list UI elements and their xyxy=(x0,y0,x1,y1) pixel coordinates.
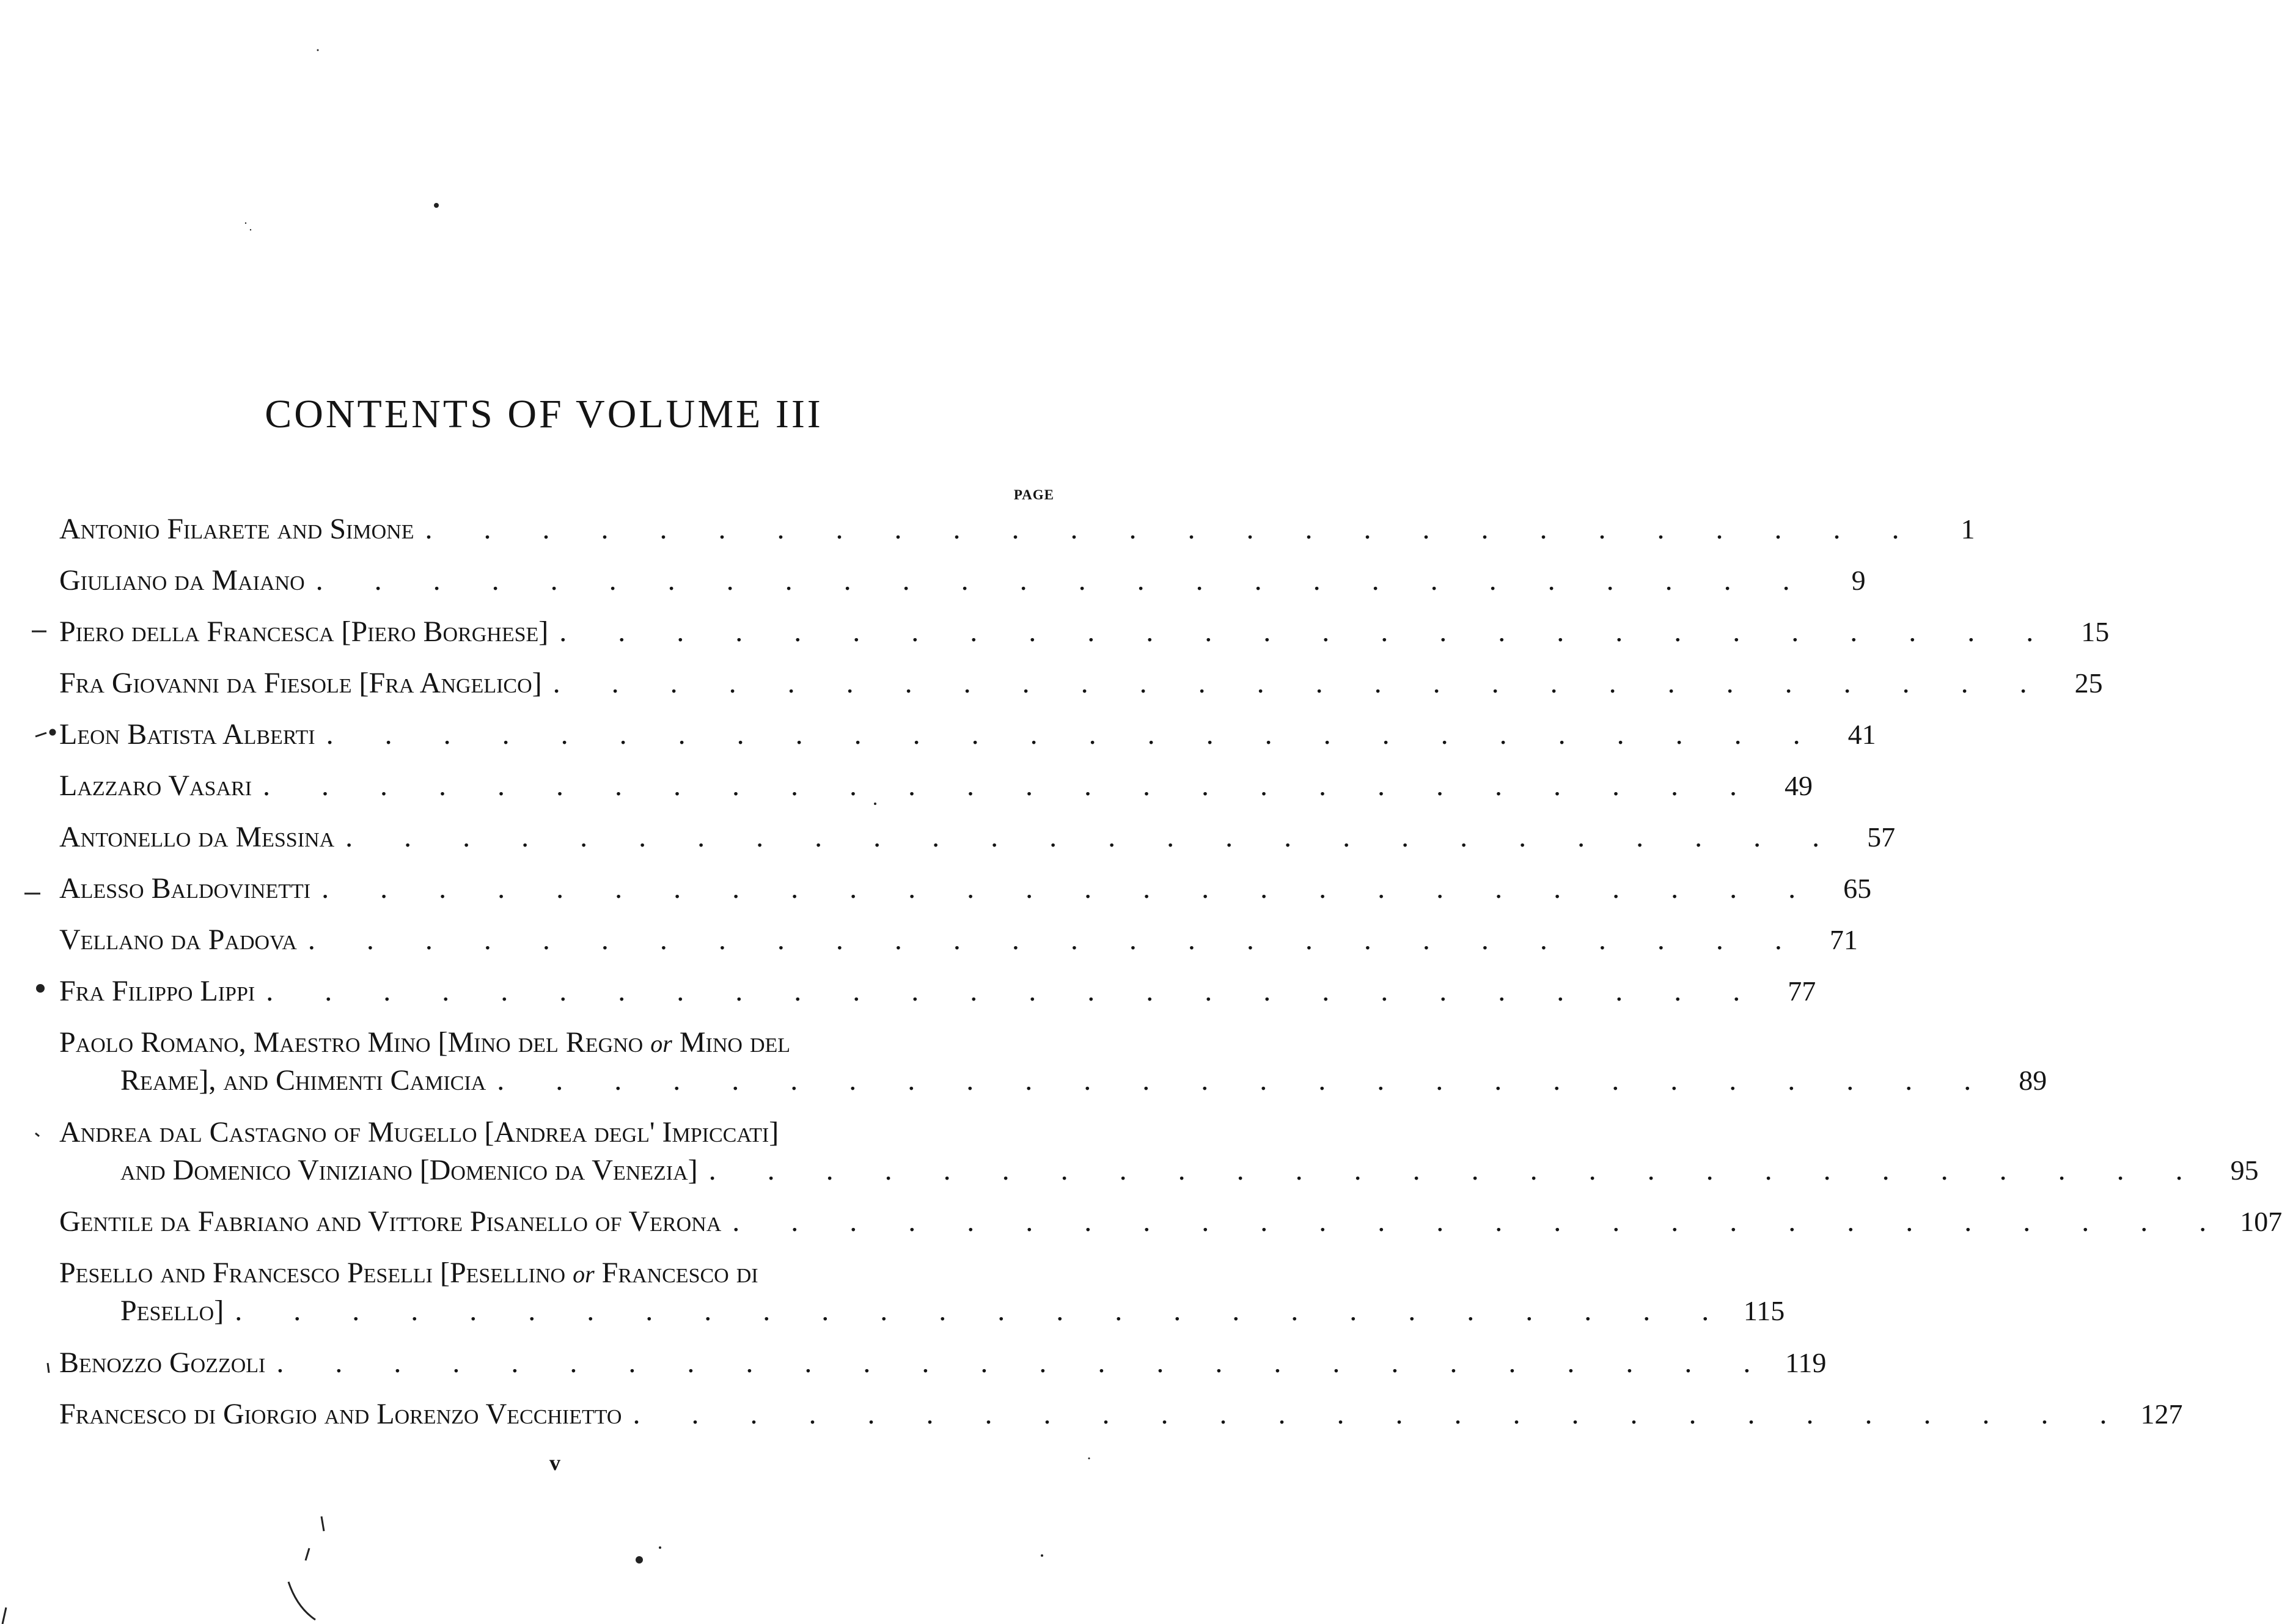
entry-title: Benozzo Gozzoli xyxy=(59,1347,266,1379)
dot-leader: . . . . . . . . . . . . . . . . . . . . . . . . . . xyxy=(307,924,1804,956)
dot-leader: . . . . . . . . . . . . . . . . . . . . . . . . . . xyxy=(552,667,2049,699)
page-number: 127 xyxy=(2140,1398,2183,1430)
page-number: 77 xyxy=(1788,976,1816,1007)
page-title: CONTENTS OF VOLUME III xyxy=(265,392,823,436)
entry-title-line1: Pesello and Francesco Peselli [Pesellino or Francesco di xyxy=(59,1257,758,1289)
dot-leader: . . . . . . . . . . . . . . . . . . . . . . . . . . xyxy=(263,770,1759,802)
entry-title: Giuliano da Maiano xyxy=(59,564,305,597)
dot-leader: . . . . . . . . . . . . . . . . . . . . . . . . . . xyxy=(276,1347,1773,1379)
dot-leader: . . . . . . . . . . . . . . . . . . . . . . . . . . xyxy=(708,1154,2205,1186)
dot-leader: . . . . . . . . . . . . . . . . . . . . . . . . . . xyxy=(559,615,2056,648)
page-number: 15 xyxy=(2081,616,2110,647)
entry-title: Leon Batista Alberti xyxy=(59,718,315,751)
entry-title-line2: Reame], and Chimenti Camicia xyxy=(120,1064,486,1097)
page-number: 119 xyxy=(1785,1347,1827,1378)
dot-leader: . . . . . . . . . . . . . . . . . . . . . . . . . . xyxy=(326,718,1822,751)
entry-title-line1: Paolo Romano, Maestro Mino [Mino del Regno or Mino del xyxy=(59,1026,791,1059)
page-number: 107 xyxy=(2240,1206,2282,1237)
entry-title: Lazzaro Vasari xyxy=(59,770,252,802)
page-number: 89 xyxy=(2019,1065,2047,1096)
dot-leader: . . . . . . . . . . . . . . . . . . . . . . . . . . xyxy=(315,564,1812,597)
entry-title: Gentile da Fabriano and Vittore Pisanello of Verona xyxy=(59,1205,722,1238)
dot-leader: . . . . . . . . . . . . . . . . . . . . . . . . . . xyxy=(345,821,1842,853)
entry-title-line2: and Domenico Viniziano [Domenico da Venezia] xyxy=(120,1154,698,1186)
margin-ticks xyxy=(2,631,324,1624)
dot-leader: . . . . . . . . . . . . . . . . . . . . . . . . . . xyxy=(633,1398,2129,1430)
page-number: 41 xyxy=(1847,719,1876,750)
entry-title: Piero della Francesca [Piero Borghese] xyxy=(59,615,549,648)
page-number: 25 xyxy=(2074,667,2103,699)
page-number: 115 xyxy=(1743,1295,1785,1326)
conjunction-or: or xyxy=(650,1030,672,1057)
dot-leader: . . . . . . . . . . . . . . . . . . . . . . . . . . xyxy=(425,513,1921,545)
page-column-label: PAGE xyxy=(1013,487,1054,502)
page-number: 71 xyxy=(1829,924,1858,955)
entry-title: Alesso Baldovinetti xyxy=(59,872,311,905)
page-number: 9 xyxy=(1851,565,1866,596)
folio-mark: v xyxy=(549,1450,560,1475)
page-number: 65 xyxy=(1843,873,1872,904)
dot-leader: . . . . . . . . . . . . . . . . . . . . . . . . . . xyxy=(732,1205,2229,1238)
entry-title: Francesco di Giorgio and Lorenzo Vecchietto xyxy=(59,1398,622,1430)
conjunction-or: or xyxy=(573,1260,595,1288)
dot-leader: . . . . . . . . . . . . . . . . . . . . . . . . . . xyxy=(497,1064,1994,1097)
page-number: 49 xyxy=(1785,770,1813,801)
entry-title: Fra Giovanni da Fiesole [Fra Angelico] xyxy=(59,667,542,699)
entry-title-line2: Pesello] xyxy=(120,1295,224,1327)
entry-title-line1: Andrea dal Castagno of Mugello [Andrea degl' Impiccati] xyxy=(59,1116,779,1148)
entry-title: Vellano da Padova xyxy=(59,924,297,956)
entry-title: Antonello da Messina xyxy=(59,821,335,853)
page-number: 95 xyxy=(2230,1155,2259,1186)
speck-marks xyxy=(36,50,1090,1564)
page-number: 1 xyxy=(1961,513,1975,545)
dot-leader: . . . . . . . . . . . . . . . . . . . . . . . . . . xyxy=(321,872,1818,905)
dot-leader: . . . . . . . . . . . . . . . . . . . . . . . . . . xyxy=(235,1295,1731,1327)
page-number: 57 xyxy=(1867,821,1896,853)
entry-title: Antonio Filarete and Simone xyxy=(59,513,414,545)
dot-leader: . . . . . . . . . . . . . . . . . . . . . . . . . . xyxy=(266,975,1763,1007)
entry-title: Fra Filippo Lippi xyxy=(59,975,255,1007)
